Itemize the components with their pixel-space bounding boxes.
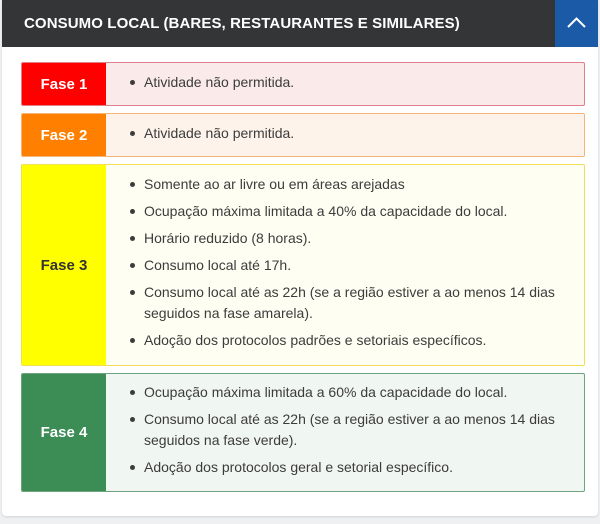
rule-item: Consumo local até 17h. xyxy=(144,255,576,276)
phase-label-3: Fase 3 xyxy=(22,165,106,365)
phase-label-2: Fase 2 xyxy=(22,114,106,156)
phase-rules-list-3 xyxy=(106,165,584,365)
collapse-toggle-button[interactable] xyxy=(555,0,598,47)
accordion-header[interactable] xyxy=(2,0,598,47)
rule-item: Somente ao ar livre ou em áreas arejadas xyxy=(144,174,576,195)
phase-row-3 xyxy=(21,164,585,366)
phase-row-4 xyxy=(21,373,585,492)
phase-label-4: Fase 4 xyxy=(22,374,106,491)
accordion-panel xyxy=(2,0,598,516)
rule-item: Ocupação máxima limitada a 40% da capacidade do local. xyxy=(144,201,576,222)
chevron-up-icon xyxy=(566,13,587,34)
rule-item: Ocupação máxima limitada a 60% da capacidade do local. xyxy=(144,382,576,403)
phase-rules-list-1 xyxy=(106,63,584,105)
rule-item: Atividade não permitida. xyxy=(144,123,576,144)
phase-rules-list-4 xyxy=(106,374,584,491)
accordion-title: CONSUMO LOCAL (BARES, RESTAURANTES E SIMILARES) xyxy=(24,15,460,32)
rule-item: Horário reduzido (8 horas). xyxy=(144,228,576,249)
phase-label-1: Fase 1 xyxy=(22,63,106,105)
rule-item: Atividade não permitida. xyxy=(144,72,576,93)
rule-item: Consumo local até as 22h (se a região estiver a ao menos 14 dias seguidos na fase verde). xyxy=(144,409,576,451)
phase-row-1 xyxy=(21,62,585,106)
phase-row-2 xyxy=(21,113,585,157)
phase-rules-list-2 xyxy=(106,114,584,156)
rule-item: Consumo local até as 22h (se a região estiver a ao menos 14 dias seguidos na fase amarela). xyxy=(144,282,576,324)
rule-item: Adoção dos protocolos padrões e setoriais específicos. xyxy=(144,330,576,351)
rule-item: Adoção dos protocolos geral e setorial específico. xyxy=(144,457,576,478)
